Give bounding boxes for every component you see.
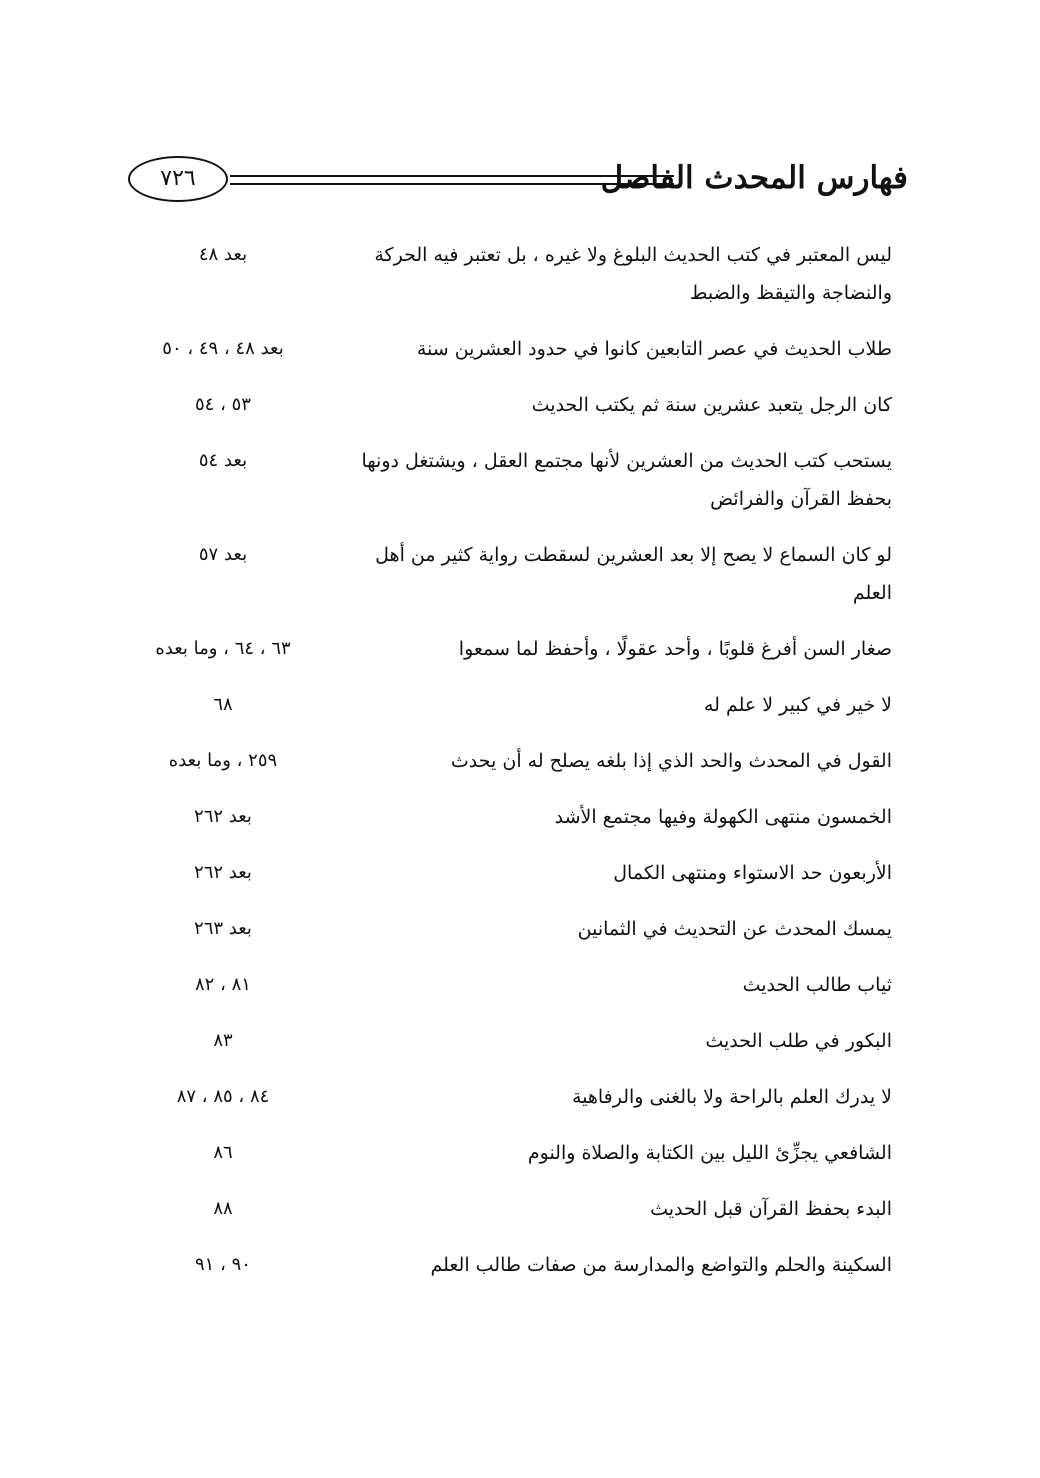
entry-text: البكور في طلب الحديث — [705, 1030, 892, 1052]
entry-pages: ٥٣ ، ٥٤ — [195, 394, 251, 415]
index-entry — [148, 910, 892, 948]
entry-text: كان الرجل يتعبد عشرين سنة ثم يكتب الحديث — [531, 394, 892, 416]
header-double-rule — [230, 175, 674, 185]
entry-text: يمسك المحدث عن التحديث في الثمانين — [577, 918, 892, 940]
entry-text: البدء بحفظ القرآن قبل الحديث — [650, 1198, 892, 1220]
entry-pages: بعد ٢٦٢ — [194, 862, 252, 883]
index-entry — [148, 1022, 892, 1060]
entry-text: ثياب طالب الحديث — [742, 974, 892, 996]
entry-pages: بعد ٢٦٢ — [194, 806, 252, 827]
entry-pages: ٦٨ — [213, 694, 233, 715]
entry-pages: بعد ٥٧ — [198, 544, 248, 565]
index-entry — [148, 1078, 892, 1116]
index-entry — [148, 236, 892, 312]
index-entry — [148, 386, 892, 424]
page-number-badge: ٧٢٦ — [128, 156, 228, 202]
index-entry — [148, 630, 892, 668]
index-entry — [148, 966, 892, 1004]
index-entry — [148, 442, 892, 518]
entry-pages: ٨٣ — [213, 1030, 233, 1051]
entry-text: الأربعون حد الاستواء ومنتهى الكمال — [613, 862, 892, 884]
index-entry — [148, 1190, 892, 1228]
entry-pages: بعد ٤٨ — [198, 244, 248, 265]
index-entry — [148, 1246, 892, 1284]
entry-text: القول في المحدث والحد الذي إذا بلغه يصلح له أن يحدث — [450, 750, 892, 772]
entry-text: الخمسون منتهى الكهولة وفيها مجتمع الأشد — [554, 806, 892, 828]
entry-pages: بعد ٥٤ — [198, 450, 248, 471]
entry-pages: بعد ٤٨ ، ٤٩ ، ٥٠ — [162, 338, 284, 359]
entry-pages: ٢٥٩ ، وما بعده — [168, 750, 278, 771]
index-entry — [148, 536, 892, 612]
entry-text: السكينة والحلم والتواضع والمدارسة من صفات طالب العلم — [430, 1254, 892, 1276]
entry-pages: ٨١ ، ٨٢ — [195, 974, 251, 995]
entry-pages: ٦٣ ، ٦٤ ، وما بعده — [155, 638, 291, 659]
entry-text: الشافعي يجزِّئ الليل بين الكتابة والصلاة والنوم — [527, 1142, 892, 1164]
index-entry — [148, 854, 892, 892]
page-header — [128, 156, 908, 206]
entry-text: صغار السن أفرغ قلوبًا ، وأحد عقولًا ، وأحفظ لما سمعوا — [458, 638, 892, 660]
index-entry — [148, 1134, 892, 1172]
entry-text: لو كان السماع لا يصح إلا بعد العشرين لسقطت رواية كثير من أهل العلم — [375, 544, 892, 604]
entry-text: لا يدرك العلم بالراحة ولا بالغنى والرفاهية — [571, 1086, 892, 1108]
index-entry — [148, 330, 892, 368]
index-entry — [148, 686, 892, 724]
index-entries — [148, 236, 892, 1302]
entry-pages: ٨٨ — [213, 1198, 233, 1219]
entry-text: ليس المعتبر في كتب الحديث البلوغ ولا غيره ، بل تعتبر فيه الحركة والنضاجة والتيقظ والضبط — [374, 244, 892, 304]
page-title: فهارس المحدث الفاصل — [600, 160, 908, 196]
index-entry — [148, 742, 892, 780]
entry-pages: ٨٦ — [213, 1142, 233, 1163]
entry-pages: ٩٠ ، ٩١ — [195, 1254, 251, 1275]
entry-pages: ٨٤ ، ٨٥ ، ٨٧ — [176, 1086, 270, 1107]
entry-pages: بعد ٢٦٣ — [194, 918, 252, 939]
entry-text: طلاب الحديث في عصر التابعين كانوا في حدود العشرين سنة — [416, 338, 892, 360]
index-entry — [148, 798, 892, 836]
entry-text: لا خير في كبير لا علم له — [703, 694, 892, 716]
entry-text: يستحب كتب الحديث من العشرين لأنها مجتمع العقل ، ويشتغل دونها بحفظ القرآن والفرائض — [361, 450, 892, 510]
